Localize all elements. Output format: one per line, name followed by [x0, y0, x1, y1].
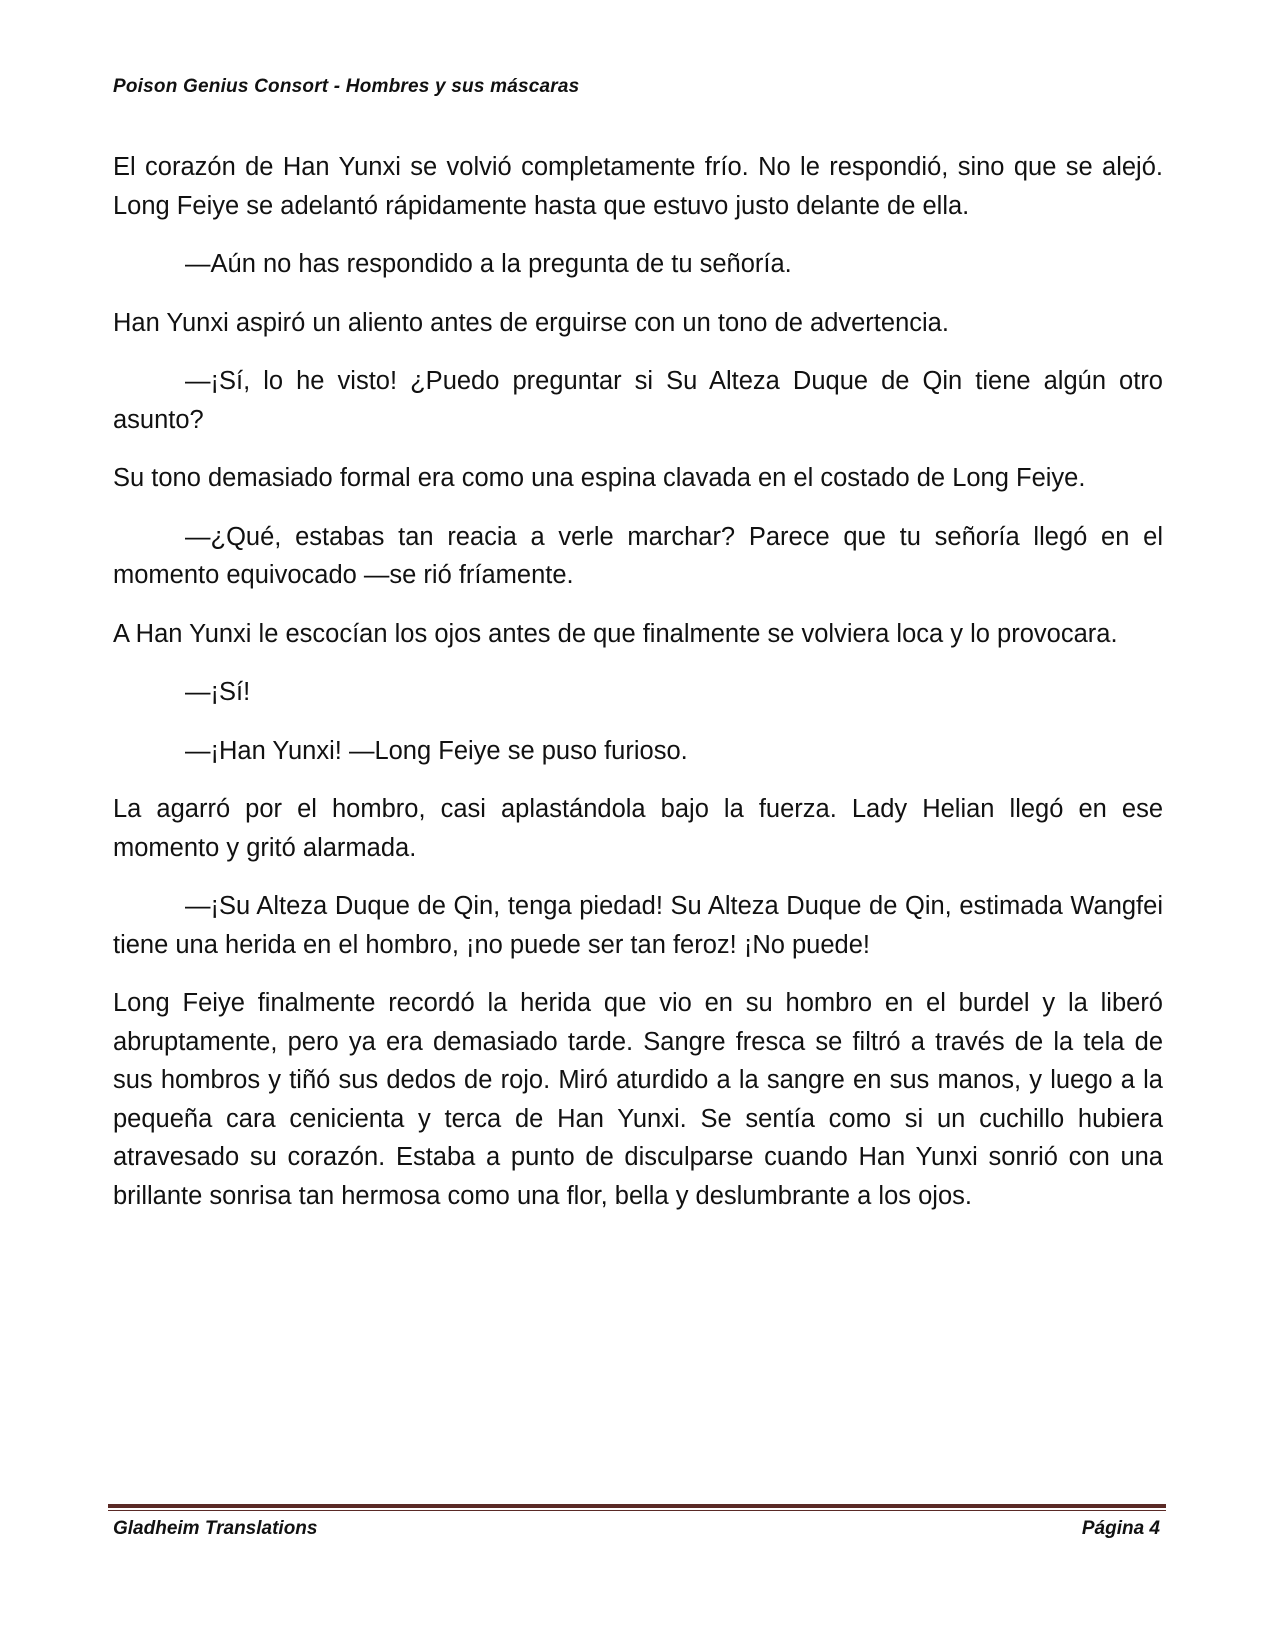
footer-rule-thick [108, 1504, 1166, 1508]
paragraph-11: —¡Su Alteza Duque de Qin, tenga piedad! Su Alteza Duque de Qin, estimada Wangfei tiene una herida en el hombro, ¡no puede ser tan feroz! ¡No puede! [113, 892, 1163, 959]
paragraph-5: Su tono demasiado formal era como una espina clavada en el costado de Long Feiye. [113, 464, 1086, 492]
paragraph-12: Long Feiye finalmente recordó la herida que vio en su hombro en el burdel y la liberó abruptamente, pero ya era demasiado tarde. Sangre fresca se filtró a través de la tela de sus hombros y tiñó sus dedos de rojo. Miró aturdido a la sangre en sus manos, y luego a la pequeña cara cenicienta y terca de Han Yunxi. Se sentía como si un cuchillo hubiera atravesado su corazón. Estaba a punto de disculparse cuando Han Yunxi sonrió con una brillante sonrisa tan hermosa como una flor, bella y deslumbrante a los ojos. [113, 989, 1163, 1210]
paragraph-9: —¡Han Yunxi! —Long Feiye se puso furioso. [185, 736, 688, 765]
paragraph-6: —¿Qué, estabas tan reacia a verle marchar? Parece que tu señoría llegó en el momento equivocado —se rió fríamente. [113, 522, 1163, 589]
footer-page-number: Página 4 [1081, 1518, 1160, 1539]
paragraph-2: —Aún no has respondido a la pregunta de tu señoría. [185, 250, 792, 278]
running-header: Poison Genius Consort - Hombres y sus máscaras [113, 76, 580, 97]
paragraph-3: Han Yunxi aspiró un aliento antes de erguirse con un tono de advertencia. [113, 308, 949, 337]
footer-publisher: Gladheim Translations [113, 1518, 318, 1539]
footer-rule-thin [108, 1510, 1166, 1511]
paragraph-4: —¡Sí, lo he visto! ¿Puedo preguntar si Su Alteza Duque de Qin tiene algún otro asunto? [113, 367, 1163, 434]
paragraph-7: A Han Yunxi le escocían los ojos antes de que finalmente se volviera loca y lo provocara. [113, 619, 1118, 648]
paragraph-10: La agarró por el hombro, casi aplastándola bajo la fuerza. Lady Helian llegó en ese momento y gritó alarmada. [113, 795, 1163, 862]
body-text [113, 148, 1163, 1235]
paragraph-1: El corazón de Han Yunxi se volvió completamente frío. No le respondió, sino que se alejó. Long Feiye se adelantó rápidamente hasta que estuvo justo delante de ella. [113, 153, 1163, 220]
paragraph-8: —¡Sí! [185, 678, 251, 706]
